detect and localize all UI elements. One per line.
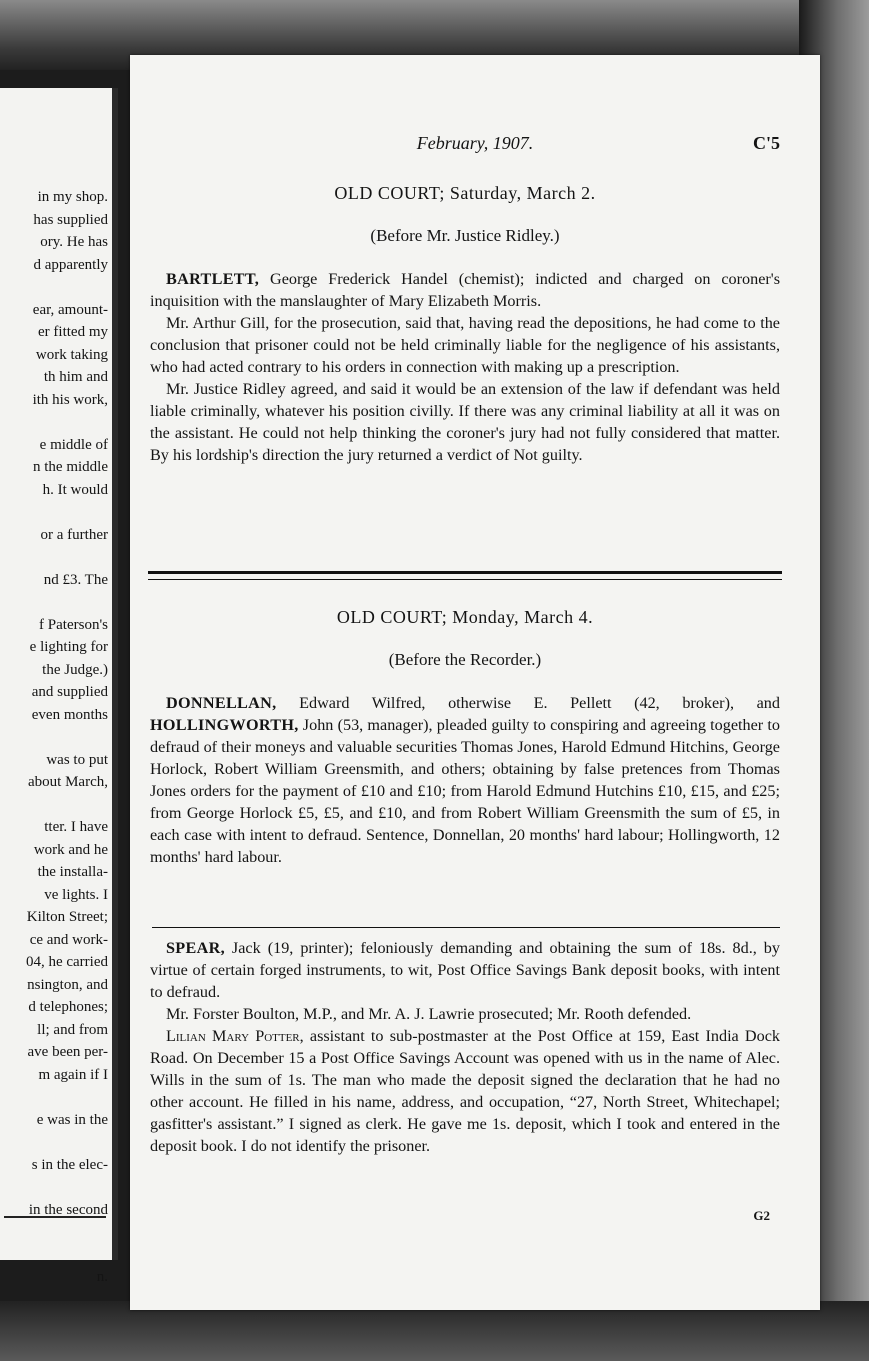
left-page-line: nd £3. The bbox=[43, 571, 108, 588]
scan-background-bottom bbox=[0, 1301, 869, 1361]
left-page-line: 04, he carried bbox=[25, 954, 108, 970]
left-page-line: even months bbox=[31, 706, 108, 723]
left-page-line: ce and work- bbox=[29, 931, 108, 948]
page-number: C'5 bbox=[753, 133, 780, 153]
paragraph-text: John (53, manager), pleaded guilty to conspiring and agreeing together to defraud of their moneys and valuable securities Thomas Jones, Harold Edmund Hitchins, George Horlock, Robert William Greensmith, and others; obtaining by false pretences from Thomas Jones orders for the payment of £10 and £10; from Harold Edmund Hutchins £10, £15, and £25; from George Horlock £5, £5, and £10, and from Robert William Greensmith the sum of £5, in each case with intent to defraud. Sentence, Donnellan, 20 months' hard labour; Hollingworth, 12 months' hard labour. bbox=[150, 716, 780, 866]
section-divider bbox=[148, 571, 782, 580]
case-subheading: (Before the Recorder.) bbox=[388, 650, 542, 669]
left-page-line: Kilton Street; bbox=[26, 909, 108, 925]
left-page-line: d apparently bbox=[33, 256, 108, 273]
paragraph-text: Jack (19, printer); feloniously demanding and obtaining the sum of 18s. 8d., by virtue of certain forged instruments, to wit, Post Office Savings Bank deposit books, with intent to defraud. bbox=[150, 939, 780, 1001]
left-page-line: f Paterson's bbox=[39, 616, 108, 633]
case-paragraph bbox=[150, 268, 780, 312]
running-head: February, 1907. bbox=[416, 133, 534, 153]
left-page-line: h. It would bbox=[42, 481, 108, 498]
case-paragraph: Mr. Arthur Gill, for the prosecution, said that, having read the depositions, he had come to the conclusion that prisoner could not be held criminally liable for the negligence of his assistants, who had acted contrary to his orders in connection with making up a prescription. bbox=[150, 314, 780, 376]
defendant-name: DONNELLAN, bbox=[166, 694, 277, 712]
case-paragraph bbox=[150, 1025, 780, 1157]
left-page-line: e lighting for bbox=[29, 639, 108, 655]
left-page-line: or a further bbox=[40, 526, 108, 543]
left-page-line: n the middle bbox=[33, 459, 108, 475]
left-page-line: was to put bbox=[46, 751, 108, 768]
left-page-line: ear, amount- bbox=[32, 301, 108, 318]
left-page-line: in the second bbox=[28, 1201, 108, 1218]
left-page-line: has supplied bbox=[33, 211, 108, 228]
paragraph-text: George Frederick Handel (chemist); indicted and charged on coroner's inquisition with the manslaughter of Mary Elizabeth Morris. bbox=[150, 270, 780, 310]
case-spear bbox=[150, 937, 780, 1157]
defendant-name: SPEAR, bbox=[166, 939, 225, 957]
left-page-line: ave been per- bbox=[27, 1044, 108, 1060]
case-heading: OLD COURT; Monday, March 4. bbox=[336, 607, 594, 627]
case-divider bbox=[152, 927, 780, 928]
left-page-line: m again if I bbox=[38, 1066, 108, 1083]
left-page-line: e was in the bbox=[36, 1111, 108, 1128]
left-page-line: s in the elec- bbox=[31, 1156, 108, 1173]
case-paragraph bbox=[150, 692, 780, 868]
case-subheading: (Before Mr. Justice Ridley.) bbox=[370, 226, 560, 245]
case-paragraph: Mr. Forster Boulton, M.P., and Mr. A. J. Lawrie prosecuted; Mr. Rooth defended. bbox=[166, 1005, 692, 1023]
case-donnellan bbox=[150, 607, 780, 868]
book-page bbox=[130, 55, 820, 1310]
paragraph-text: Edward Wilfred, otherwise E. Pellett (42, broker), and bbox=[276, 694, 780, 712]
left-page-line: d telephones; bbox=[28, 999, 108, 1015]
paragraph-text: assistant to sub-postmaster at the Post Office at 159, East India Dock Road. On December 15 a Post Office Savings Account was opened with us in the name of Alec. Wills in the sum of 1s. The man who made the deposit signed the declaration that he had no other account. He filled in his name, address, and occupation, “27, North Street, Whitechapel; gasfitter's assistant.” I signed as clerk. He gave me 1s. deposit, which I took and entered in the deposit book. I do not identify the prisoner. bbox=[150, 1027, 780, 1155]
left-page-line: ll; and from bbox=[37, 1021, 108, 1038]
left-page-line: the Judge.) bbox=[42, 661, 108, 678]
left-page-line: e middle of bbox=[39, 436, 108, 453]
left-page-fragment bbox=[0, 88, 118, 1285]
page-header bbox=[130, 133, 820, 157]
defendant-name: HOLLINGWORTH, bbox=[150, 716, 299, 734]
case-paragraph bbox=[150, 937, 780, 1003]
left-page-line: and supplied bbox=[31, 684, 108, 700]
left-page-line: ory. He has bbox=[40, 234, 108, 250]
case-paragraph: Mr. Justice Ridley agreed, and said it would be an extension of the law if defendant was held liable criminally, whatever his position civilly. If there was any criminal liability at all it was on the assistant. He could not help thinking the coroner's jury had not fully considered that matter. By his lordship's direction the jury returned a verdict of Not guilty. bbox=[150, 380, 780, 464]
case-heading: OLD COURT; Saturday, March 2. bbox=[334, 183, 596, 203]
left-page-line: th him and bbox=[43, 369, 108, 385]
witness-name: Lilian Mary Potter, bbox=[166, 1027, 304, 1045]
left-page-line: nsington, and bbox=[27, 976, 108, 993]
left-page-line: work and he bbox=[33, 841, 108, 858]
signature-mark: G2 bbox=[753, 1208, 770, 1223]
left-page-line: er fitted my bbox=[38, 324, 108, 340]
left-page-line: ve lights. I bbox=[44, 886, 108, 903]
left-page-line: n. bbox=[96, 1269, 108, 1285]
left-page-line: the installa- bbox=[37, 864, 108, 880]
left-page-line: in my shop. bbox=[37, 189, 108, 205]
left-page-line: about March, bbox=[28, 774, 108, 790]
case-bartlett bbox=[150, 183, 780, 466]
left-page-line: ith his work, bbox=[32, 391, 108, 408]
defendant-name: BARTLETT, bbox=[166, 270, 260, 288]
left-page-line: tter. I have bbox=[44, 819, 108, 835]
left-page-line: work taking bbox=[35, 346, 108, 363]
